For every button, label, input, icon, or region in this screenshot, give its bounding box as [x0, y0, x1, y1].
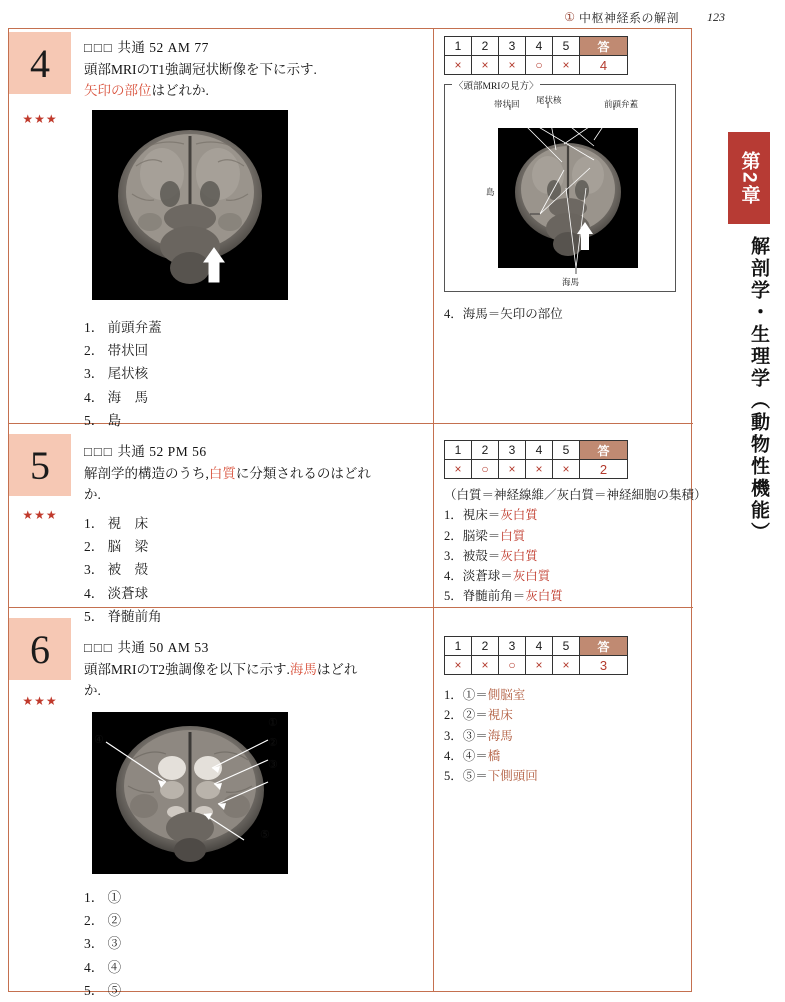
explanation-value: 海馬 [487, 728, 513, 743]
explanation-name: 被殻＝ [462, 548, 501, 563]
question-body-5 [84, 440, 414, 628]
figure-label-q4-bijoukaku: 尾状核 [536, 95, 562, 105]
explanation-value: 灰白質 [525, 589, 563, 604]
explanation-name: 脳梁＝ [462, 528, 501, 543]
answer-col-5: 5 [553, 441, 580, 460]
question-source-4: 共通 52 AM 77 [117, 40, 209, 55]
explanation-q6 [444, 685, 628, 786]
answer-mark: × [499, 460, 526, 479]
choice-item[interactable]: 1． 前頭弁蓋 [84, 320, 162, 335]
question-tag-5 [84, 440, 414, 460]
answer-mark: × [499, 56, 526, 75]
answer-col-2: 2 [472, 37, 499, 56]
explanation-num: 4． [444, 748, 463, 763]
choice-item[interactable]: 3． ③ [84, 936, 122, 952]
choice-item[interactable]: 5． 島 [84, 412, 122, 428]
question-tag-4 [84, 36, 414, 56]
explanation-line [444, 526, 707, 546]
question-text-4-line2: はどれか. [151, 82, 209, 98]
question-text-6 [84, 660, 414, 702]
explanation-line [444, 505, 707, 525]
choice-item[interactable]: 2． ② [84, 913, 122, 929]
explanation-q4 [444, 304, 674, 324]
explanation-name: ④＝ [462, 748, 488, 763]
question-tag-6 [84, 636, 414, 656]
answer-col-label: 答 [580, 637, 628, 656]
chapter-tab-label: 第2章 [738, 150, 760, 206]
question-checkboxes-6[interactable]: □□□ [84, 640, 114, 655]
explanation-note-q5: （白質＝神経線維／灰白質＝神経細胞の集積） [444, 488, 707, 502]
answer-mark: ○ [472, 460, 499, 479]
answer-block-q5 [444, 440, 707, 607]
answer-col-2: 2 [472, 441, 499, 460]
question-body-6 [84, 636, 414, 702]
answer-mark: × [472, 56, 499, 75]
answer-mark: × [553, 460, 580, 479]
explanation-line [444, 705, 628, 725]
choice-item[interactable]: 4． 海 馬 [84, 389, 149, 405]
explanation-name: ③＝ [462, 728, 488, 743]
explanation-value: 白質 [500, 528, 526, 543]
explanation-value: 橋 [487, 748, 501, 763]
figure-label-q4-shima: 島 [486, 187, 495, 197]
explanation-num: 2． [444, 528, 463, 543]
choices-q5 [84, 512, 414, 628]
difficulty-stars-4: ★★★ [22, 112, 58, 126]
question-checkboxes-5[interactable]: □□□ [84, 444, 114, 459]
choice-item[interactable]: 1． 視 床 [84, 515, 149, 531]
answer-mark: ○ [499, 656, 526, 675]
answer-col-1: 1 [445, 37, 472, 56]
callout-lines-q4 [444, 84, 676, 292]
explanation-name: 淡蒼球＝ [462, 569, 513, 583]
explanation-num: 3． [444, 728, 463, 743]
answer-table-header-row [445, 637, 628, 656]
answer-col-2: 2 [472, 637, 499, 656]
explain-figure-title-q4: 〈頭部MRIの見方〉 [452, 78, 540, 92]
answer-mark: ○ [526, 56, 553, 75]
figure-callout-3-q6: ③ [268, 759, 278, 771]
choice-item[interactable]: 2． 帯状回 [84, 343, 149, 359]
choice-item[interactable]: 1． ① [84, 890, 122, 905]
explanation-line [444, 726, 628, 746]
answer-col-1: 1 [445, 637, 472, 656]
mri-coronal-t1-graphic [92, 110, 288, 300]
question-text-6-b: はどれ [316, 662, 358, 677]
choice-item[interactable]: 4． ④ [84, 959, 122, 975]
question-text-4 [84, 60, 414, 102]
figure-callout-4-q6: ④ [94, 734, 104, 746]
chapter-tab [728, 132, 770, 224]
answer-col-4: 4 [526, 37, 553, 56]
explanation-num: 4． [444, 569, 463, 583]
explanation-num: 2． [444, 708, 463, 723]
explanation-num: 5． [444, 769, 463, 783]
explanation-name: ⑤＝ [462, 769, 488, 783]
explanation-line [444, 766, 628, 786]
choice-item[interactable]: 5． 脊髄前角 [84, 608, 162, 624]
explanation-value: 側脳室 [487, 688, 526, 702]
answer-table-value-row [445, 656, 628, 675]
answer-block-q4 [444, 36, 628, 75]
choice-item[interactable]: 3． 被 殻 [84, 562, 149, 578]
question-number-6 [9, 618, 71, 680]
answer-table-q4 [444, 36, 628, 75]
figure-callout-1-q6: ① [268, 717, 278, 729]
answer-mark: × [445, 460, 472, 479]
figure-callout-5-q6: ⑤ [260, 829, 270, 841]
answer-col-label: 答 [580, 37, 628, 56]
explanation-line [444, 685, 628, 705]
question-source-6: 共通 50 AM 53 [117, 640, 209, 655]
answer-col-5: 5 [553, 637, 580, 656]
figure-label-q4-taijoukai: 帯状回 [494, 99, 520, 109]
explanation-value: 灰白質 [500, 508, 538, 523]
explanation-line [444, 546, 707, 566]
choice-item[interactable]: 5． ⑤ [84, 982, 122, 998]
difficulty-stars-6: ★★★ [22, 694, 58, 708]
difficulty-stars-5: ★★★ [22, 508, 58, 522]
header-title: 中枢神経系の解剖 [578, 10, 679, 25]
page-header [0, 6, 785, 28]
mri-coronal-t2-graphic [92, 712, 288, 874]
answer-col-4: 4 [526, 637, 553, 656]
question-text-6-line2: か. [84, 682, 101, 698]
question-source-5: 共通 52 PM 56 [117, 444, 207, 459]
explanation-line [444, 746, 628, 766]
choice-item[interactable]: 4． 淡蒼球 [84, 585, 149, 601]
answer-table-value-row [445, 460, 628, 479]
question-text-5-highlight: 白質 [208, 466, 236, 481]
explanation-name: ①＝ [462, 688, 488, 702]
choices-q6 [84, 886, 414, 1002]
answer-block-q6 [444, 636, 628, 786]
page-number: 123 [707, 9, 725, 24]
explanation-num: 5． [444, 589, 463, 604]
question-text-4-line1: 頭部MRIのT1強調冠状断像を下に示す. [84, 62, 317, 77]
column-divider [433, 29, 434, 991]
answer-mark: × [445, 56, 472, 75]
question-text-6-highlight: 海馬 [289, 662, 317, 677]
answer-mark: × [526, 656, 553, 675]
answer-col-4: 4 [526, 441, 553, 460]
answer-value: 4 [580, 56, 628, 75]
explanation-value: 灰白質 [500, 548, 538, 563]
answer-mark: × [553, 56, 580, 75]
mri-image-q6 [92, 712, 288, 874]
question-checkboxes-4[interactable]: □□□ [84, 40, 114, 55]
question-text-6-a: 頭部MRIのT2強調像を以下に示す. [84, 662, 290, 677]
explanation-value: 下側頭回 [487, 769, 538, 783]
explanation-line [444, 566, 707, 586]
explanation-name: 視床＝ [462, 508, 501, 523]
explanation-num: 3． [444, 548, 463, 563]
answer-col-3: 3 [499, 637, 526, 656]
answer-mark: × [472, 656, 499, 675]
question-number-6-value: 6 [30, 626, 50, 672]
answer-table-q6 [444, 636, 628, 675]
answer-table-q5 [444, 440, 628, 479]
answer-col-label: 答 [580, 441, 628, 460]
question-number-5 [9, 434, 71, 496]
explanation-name: 脊髄前角＝ [462, 589, 526, 604]
question-number-4 [9, 32, 71, 94]
question-number-4-value: 4 [30, 40, 50, 86]
question-text-5-a: 解剖学的構造のうち, [84, 466, 209, 481]
header-chapter-mark: ① [564, 9, 575, 24]
explanation-value: 視床 [487, 708, 513, 723]
answer-col-3: 3 [499, 441, 526, 460]
explanation-name: ②＝ [462, 708, 488, 723]
question-number-5-value: 5 [30, 442, 50, 488]
answer-mark: × [553, 656, 580, 675]
answer-table-value-row [445, 56, 628, 75]
answer-value: 2 [580, 460, 628, 479]
choices-q4 [84, 316, 414, 432]
choice-item[interactable]: 3． 尾状核 [84, 366, 149, 382]
answer-table-header-row [445, 37, 628, 56]
answer-value: 3 [580, 656, 628, 675]
answer-mark: × [445, 656, 472, 675]
question-body-4 [84, 36, 414, 102]
answer-col-1: 1 [445, 441, 472, 460]
explanation-value: 灰白質 [512, 569, 551, 583]
answer-mark: × [526, 460, 553, 479]
question-text-4-highlight: 矢印の部位 [84, 82, 152, 98]
explanation-num: 1． [444, 508, 463, 523]
explanation-line [444, 586, 707, 606]
question-text-5 [84, 464, 414, 506]
figure-callout-2-q6: ② [268, 737, 278, 749]
figure-label-q4-kaiba: 海馬 [562, 277, 580, 287]
answer-table-header-row [445, 441, 628, 460]
explanation-q5 [444, 485, 707, 607]
explanation-line: 4．海馬＝矢印の部位 [444, 307, 563, 321]
figure-label-q4-zentoubengai: 前頭弁蓋 [604, 99, 639, 109]
choice-item[interactable]: 2． 脳 梁 [84, 539, 149, 555]
answer-col-3: 3 [499, 37, 526, 56]
explanation-num: 1． [444, 688, 463, 702]
mri-image-q4 [92, 110, 288, 300]
question-text-5-line2: か. [84, 486, 101, 502]
question-text-5-b: に分類されるのはどれ [235, 466, 371, 481]
answer-col-5: 5 [553, 37, 580, 56]
chapter-subject-label: 解剖学・生理学（動物性機能） [748, 236, 769, 544]
